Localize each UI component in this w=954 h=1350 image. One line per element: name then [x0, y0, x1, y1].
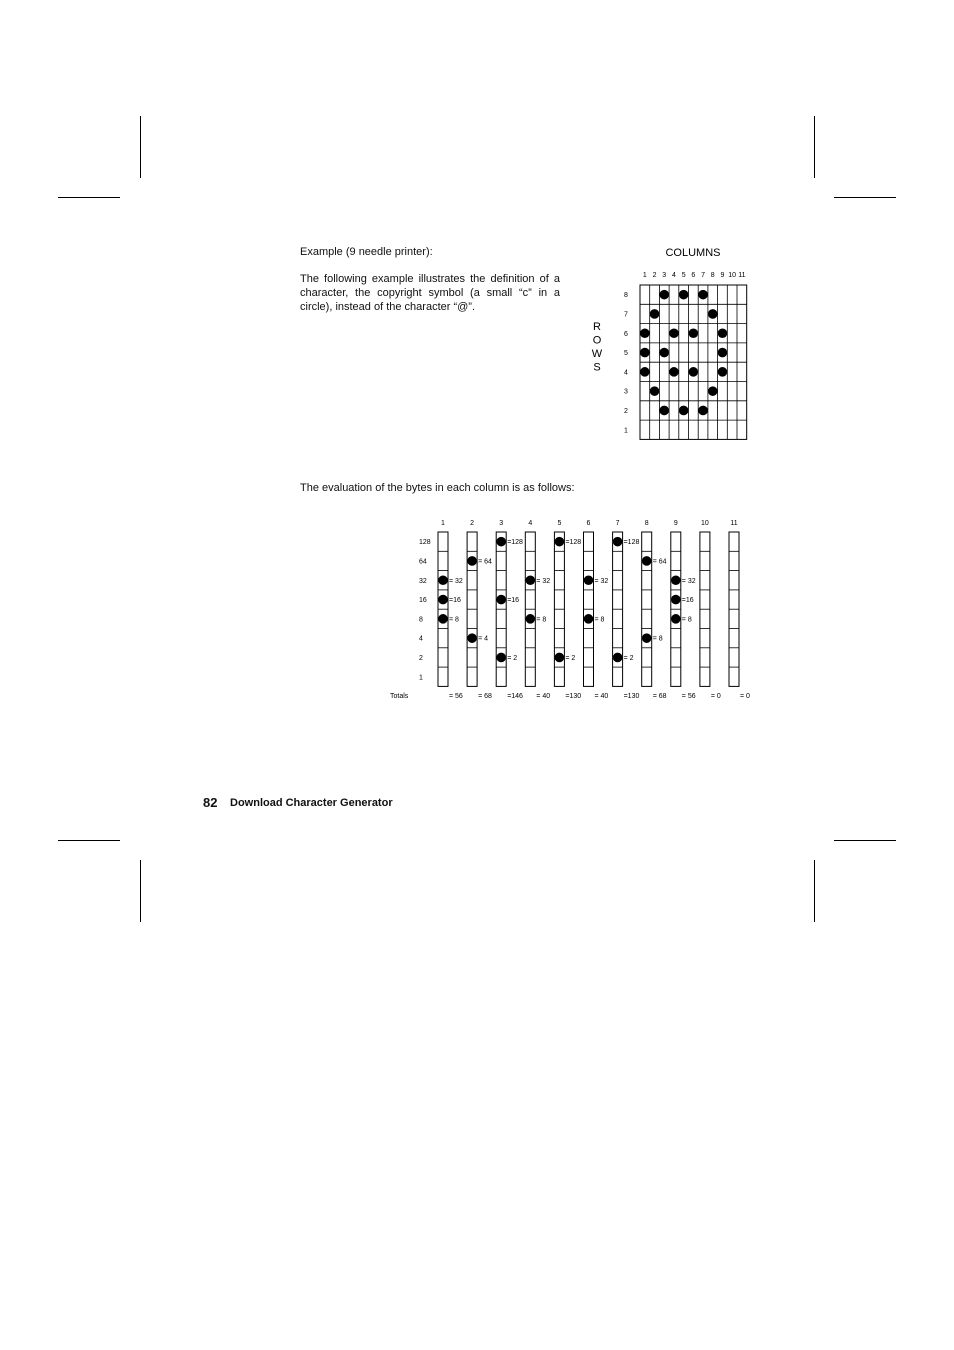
matrix-dot [640, 328, 650, 338]
eval-column-number: 10 [701, 520, 709, 527]
eval-column-number: 1 [441, 520, 445, 527]
matrix-column-number: 2 [652, 272, 657, 279]
eval-dot [584, 614, 594, 624]
eval-dot [555, 537, 565, 547]
intro-paragraph: The following example illustrates the definition of a character, the copyright symbol (a small “c” in a circle), instead of the character “@”. [300, 273, 560, 313]
eval-dot [496, 537, 506, 547]
eval-column-total: = 0 [710, 693, 721, 700]
matrix-row-number: 6 [624, 330, 628, 338]
matrix-dot [718, 367, 728, 377]
bit-value-label: 8 [419, 616, 423, 624]
eval-dot-value: = 2 [507, 654, 518, 662]
eval-dot-value: = 32 [536, 577, 551, 585]
matrix-dot [679, 290, 689, 300]
eval-dot-value: = 32 [594, 577, 609, 585]
bit-value-label: 32 [419, 577, 427, 585]
eval-column-total: =130 [565, 693, 582, 700]
eval-dot [671, 614, 681, 624]
eval-dot [438, 595, 448, 605]
columns-label: COLUMNS [665, 247, 721, 259]
bit-value-label: 1 [419, 674, 423, 682]
eval-dot-value: =128 [623, 539, 640, 547]
matrix-dot [669, 328, 679, 338]
eval-dot [584, 575, 594, 585]
matrix-row-number: 5 [624, 350, 628, 358]
matrix-dot [640, 348, 650, 358]
eval-dot [613, 537, 623, 547]
matrix-column-number: 5 [681, 272, 686, 279]
matrix-dot [669, 367, 679, 377]
matrix-dot [679, 406, 689, 416]
matrix-dot [689, 328, 699, 338]
eval-column-total: =146 [507, 693, 523, 700]
matrix-dot [718, 328, 728, 338]
eval-dot-value: = 8 [594, 616, 605, 624]
matrix-row-number: 3 [624, 388, 628, 396]
eval-dot-value: =16 [507, 597, 520, 605]
eval-column-number: 6 [586, 520, 591, 527]
totals-label: Totals [390, 693, 409, 700]
rows-label-letter: R [593, 321, 601, 333]
matrix-column-number: 1 [642, 272, 647, 279]
matrix-dot [640, 367, 650, 377]
eval-dot [438, 575, 448, 585]
eval-dot-value: = 2 [623, 654, 634, 662]
eval-dot-value: = 32 [681, 577, 696, 585]
page-number: 82 [203, 795, 218, 810]
matrix-dot [689, 367, 699, 377]
matrix-column-number: 10 [728, 272, 737, 279]
eval-dot-value: = 64 [478, 558, 492, 566]
matrix-column-number: 3 [662, 272, 667, 279]
eval-dot-value: =128 [507, 539, 523, 547]
eval-dot [438, 614, 448, 624]
matrix-dot [698, 406, 708, 416]
eval-column-number: 3 [499, 520, 504, 527]
eval-dot-value: = 64 [652, 558, 667, 566]
eval-column-number: 11 [730, 520, 738, 527]
eval-dot [671, 595, 681, 605]
matrix-dot [650, 386, 660, 396]
eval-dot-value: = 32 [449, 577, 463, 585]
eval-dot-value: = 8 [449, 616, 459, 624]
rows-label-letter: S [593, 361, 601, 374]
matrix-dot [708, 386, 718, 396]
evaluation-paragraph: The evaluation of the bytes in each column is as follows: [300, 482, 575, 494]
eval-dot [467, 556, 477, 566]
eval-dot [496, 653, 506, 663]
rows-label-letter: O [592, 334, 602, 347]
eval-column-total: = 40 [594, 693, 609, 700]
eval-dot-value: = 8 [536, 616, 547, 624]
example-heading: Example (9 needle printer): [300, 246, 433, 258]
matrix-dot [708, 309, 718, 319]
matrix-column-number: 7 [701, 272, 706, 279]
eval-dot [613, 653, 623, 663]
matrix-row-number: 1 [624, 427, 628, 435]
matrix-dot [659, 290, 669, 300]
bit-value-label: 16 [419, 597, 427, 605]
eval-dot [555, 653, 565, 663]
eval-column-number: 7 [615, 520, 620, 527]
eval-dot-value: =16 [449, 597, 461, 605]
eval-column-number: 8 [644, 520, 649, 527]
eval-column-number: 2 [470, 520, 475, 527]
matrix-dot [718, 348, 728, 358]
matrix-row-number: 7 [624, 311, 628, 319]
bit-value-label: 64 [419, 558, 427, 566]
matrix-column-number: 9 [720, 272, 725, 279]
eval-dot-value: = 4 [478, 635, 489, 643]
matrix-row-number: 4 [624, 369, 628, 377]
eval-dot-value: =128 [565, 539, 582, 547]
eval-column-number: 4 [528, 520, 533, 527]
eval-dot [642, 633, 652, 643]
eval-column-number: 9 [673, 520, 678, 527]
matrix-column-number: 4 [671, 272, 676, 279]
matrix-dot [659, 348, 669, 358]
eval-column-total: = 56 [681, 693, 696, 700]
chapter-title: Download Character Generator [230, 797, 393, 809]
bit-value-label: 4 [419, 635, 423, 643]
matrix-dot [698, 290, 708, 300]
eval-dot [642, 556, 652, 566]
eval-dot-value: = 2 [565, 654, 576, 662]
matrix-row-number: 2 [624, 407, 628, 415]
eval-dot [526, 614, 536, 624]
matrix-column-number: 11 [738, 272, 746, 279]
eval-column-total: =130 [623, 693, 640, 700]
eval-dot-value: = 8 [652, 635, 663, 643]
rows-label-letter: W [591, 348, 603, 360]
matrix-column-number: 8 [710, 272, 715, 279]
eval-column-number: 5 [557, 520, 562, 527]
eval-column-total: = 40 [536, 693, 551, 700]
matrix-column-number: 6 [691, 272, 696, 279]
eval-dot [526, 575, 536, 585]
bit-value-label: 2 [419, 654, 423, 662]
eval-column-total: = 0 [740, 693, 750, 700]
eval-dot-value: = 8 [681, 616, 692, 624]
eval-dot [467, 633, 477, 643]
eval-column-total: = 68 [652, 693, 667, 700]
eval-dot-value: =16 [681, 597, 694, 605]
bit-value-label: 128 [419, 539, 431, 547]
matrix-dot [659, 406, 669, 416]
eval-column-total: = 68 [478, 693, 492, 700]
eval-column-total: = 56 [449, 693, 463, 700]
eval-dot [496, 595, 506, 605]
eval-dot [671, 575, 681, 585]
matrix-dot [650, 309, 660, 319]
matrix-row-number: 8 [624, 292, 628, 300]
